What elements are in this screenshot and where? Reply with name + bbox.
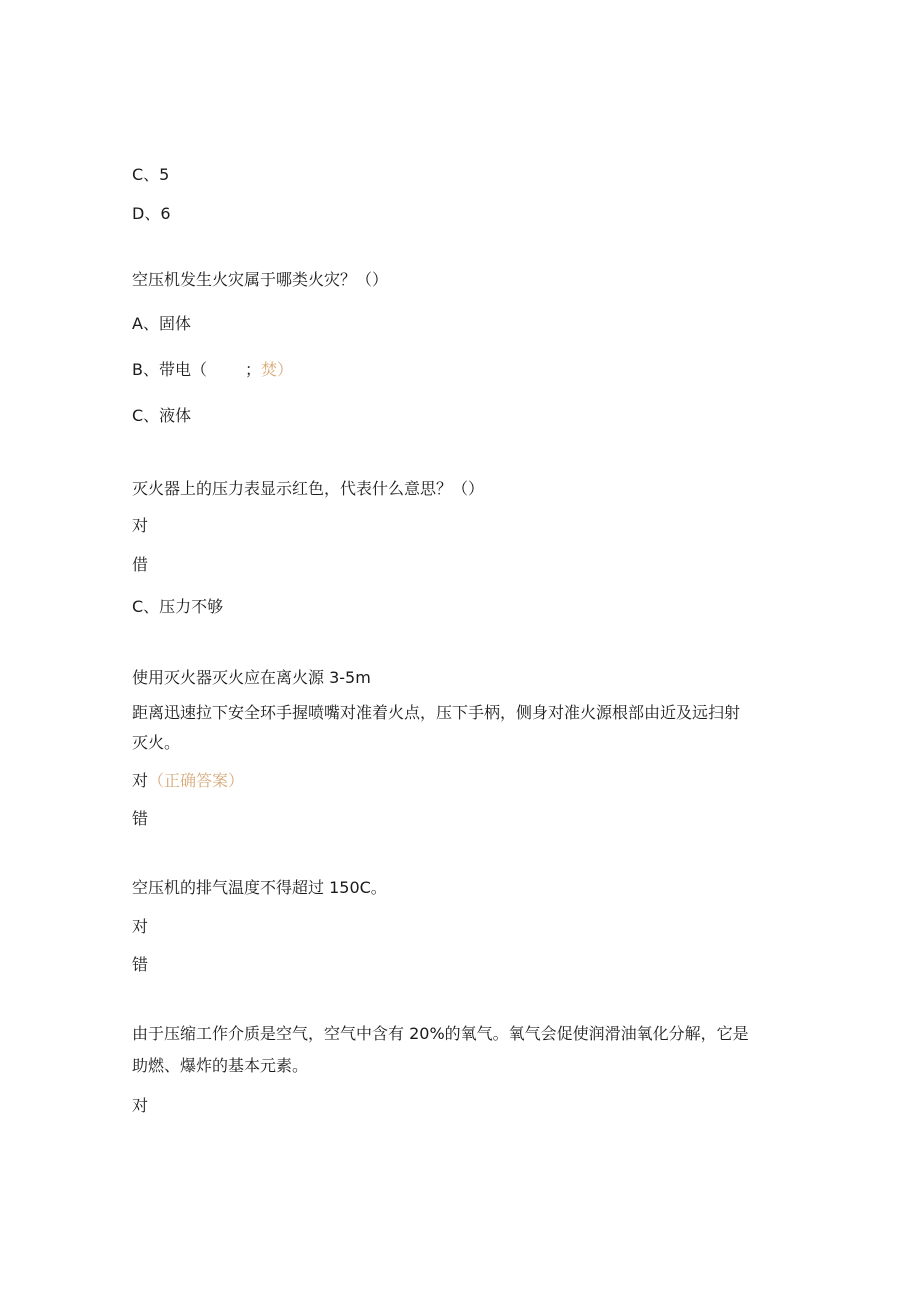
q3-option-true[interactable]	[132, 771, 244, 791]
q2-option-a[interactable]: 对	[132, 516, 149, 535]
q4-option-false[interactable]: 错	[132, 955, 149, 974]
q2-question: 灭火器上的压力表显示红色，代表什么意思？（）	[132, 479, 485, 498]
q1-option-a[interactable]: A、固体	[132, 314, 191, 333]
q5-question-line2: 助燃、爆炸的基本元素。	[132, 1056, 309, 1075]
q3-question-line3: 灭火。	[132, 733, 181, 752]
q3-question-line2: 距离迅速拉下安全环手握喷嘴对准着火点，压下手柄，侧身对准火源根部由近及远扫射	[132, 703, 741, 722]
q5-question-line1: 由于压缩工作介质是空气，空气中含有 20%的氧气。氧气会促使润滑油氧化分解，它是	[132, 1024, 749, 1043]
q1-question: 空压机发生火灾属于哪类火灾？（）	[132, 270, 389, 289]
q1-option-b[interactable]	[132, 360, 293, 380]
prev-option-c[interactable]: C、5	[132, 165, 170, 184]
q3-correct-answer-tag: （正确答案）	[148, 771, 245, 790]
prev-option-d[interactable]: D、6	[132, 204, 171, 223]
q3-question-line1: 使用灭火器灭火应在离火源 3-5m	[132, 668, 371, 687]
q1-option-b-mid: ；	[244, 360, 261, 379]
q2-option-c[interactable]: C、压力不够	[132, 597, 224, 616]
q1-option-c[interactable]: C、液体	[132, 406, 192, 425]
q3-option-true-label: 对	[132, 771, 149, 790]
q4-option-true[interactable]: 对	[132, 917, 149, 936]
q2-option-b[interactable]: 借	[132, 555, 149, 574]
q4-question: 空压机的排气温度不得超过 150C。	[132, 878, 387, 897]
q5-option-true[interactable]: 对	[132, 1096, 149, 1115]
q3-option-false[interactable]: 错	[132, 809, 149, 828]
q1-option-b-prefix: B、带电（	[132, 360, 207, 379]
q1-option-b-answer: 焚）	[261, 360, 294, 379]
